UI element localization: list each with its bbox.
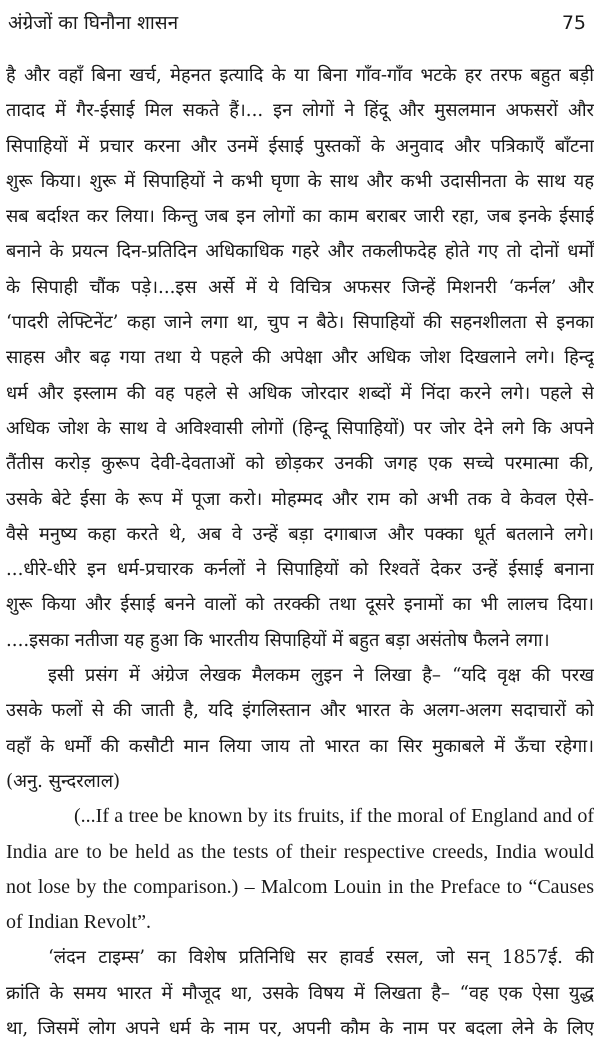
text-line: उसके फलों से की जाती है, यदि इंगलिस्तान और भारत के अलग-अलग सदाचारों को: [6, 700, 594, 722]
chapter-title: अंग्रेजों का घिनौना शासन: [8, 12, 179, 34]
text-line: इसी प्रसंग में अंग्रेज लेखक मैलकम लुइन ने लिखा है– “यदि वृक्ष की परख: [48, 665, 594, 687]
text-line: बनाने के प्रयत्न दिन-प्रतिदिन अधिकाधिक गहरे और तकलीफदेह होते गए तो दोनों धर्मों: [6, 241, 594, 263]
text-line: सब बर्दाश्त कर लिया। किन्तु जब इन लोगों का काम बराबर जारी रहा, जब इनके ईसाई: [6, 206, 594, 228]
text-line: (...If a tree be known by its fruits, if the moral of England and of: [74, 805, 594, 828]
text-line: शुरू किया। शुरू में सिपाहियों ने कभी घृणा के साथ और कभी उदासीनता के साथ यह: [6, 170, 594, 192]
text-line: (अनु. सुन्दरलाल): [6, 770, 121, 792]
text-line: तादाद में गैर-ईसाई मिल सकते हैं।... इन लोगों ने हिंदू और मुसलमान अफसरों और: [6, 100, 594, 122]
paragraph-4: [6, 940, 594, 1046]
text-line: के सिपाही चौंक पड़े।...इस अर्से में ये विचित्र अफसर जिन्हें मिशनरी ‘कर्नल’ और: [6, 276, 594, 298]
text-line: शुरू किया और ईसाई बनने वालों को तरक्की तथा दूसरे इनामों का भी लालच दिया।: [6, 594, 594, 616]
text-line: अधिक जोश के साथ वे अविश्वासी लोगों (हिन्दू सिपाहियों) पर जोर देने लगे कि अपने: [6, 417, 594, 439]
text-line: सिपाहियों में प्रचार करना और उनमें ईसाई पुस्तकों के अनुवाद और पत्रिकाएँ बाँटना: [6, 135, 594, 157]
text-line: है और वहाँ बिना खर्च, मेहनत इत्यादि के या बिना गाँव-गाँव भटके हर तरफ बहुत बड़ी: [6, 65, 594, 86]
text-line: ‘लंदन टाइम्स’ का विशेष प्रतिनिधि सर हावर्ड रसल, जो सन् 1857ई. की: [48, 947, 594, 969]
text-line: वैसे मनुष्य कहा करते थे, अब वे उन्हें बड़ा दगाबाज और पक्का धूर्त बतलाने लगे।: [6, 523, 594, 545]
text-line: of Indian Revolt”.: [6, 911, 151, 934]
english-quote: [6, 799, 594, 940]
text-line: ...धीरे-धीरे इन धर्म-प्रचारक कर्नलों ने सिपाहियों को रिश्वतें देकर उन्हें ईसाई बनाना: [6, 559, 594, 581]
page-number: 75: [561, 12, 586, 34]
text-line: ....इसका नतीजा यह हुआ कि भारतीय सिपाहियों में बहुत बड़ा असंतोष फैलने लगा।: [6, 629, 550, 651]
text-line: क्रांति के समय भारत में मौजूद था, उसके विषय में लिखता है– “वह एक ऐसा युद्ध: [6, 982, 594, 1004]
text-line: ‘पादरी लेफ्टिनेंट’ कहा जाने लगा था, चुप न बैठे। सिपाहियों की सहनशीलता से इनका: [6, 312, 594, 334]
text-line: उसके बेटे ईसा के रूप में पूजा करो। मोहम्मद और राम को अभी तक वे केवल ऐसे-: [6, 488, 594, 510]
body-text: [6, 58, 594, 1046]
running-header: [8, 6, 592, 40]
text-line: धर्म और इस्लाम की वह पहले से अधिक जोरदार शब्दों में निंदा करने लगे। पहले से: [6, 382, 594, 404]
paragraph-2: [6, 658, 594, 799]
paragraph-1: [6, 58, 594, 658]
text-line: था, जिसमें लोग अपने धर्म के नाम पर, अपनी कौम के नाम पर बदला लेने के लिए: [6, 1018, 594, 1040]
text-line: not lose by the comparison.) – Malcom Louin in the Preface to “Causes: [6, 875, 594, 898]
text-line: India are to be held as the tests of their respective creeds, India would: [6, 840, 594, 863]
text-line: तैंतीस करोड़ कुरूप देवी-देवताओं को छोड़कर उनकी जगह एक सच्चे परमात्मा की,: [6, 453, 594, 475]
text-line: वहाँ के धर्मों की कसौटी मान लिया जाय तो भारत का सिर मुकाबले में ऊँचा रहेगा।: [6, 735, 594, 757]
text-line: साहस और बढ़ गया तथा ये पहले की अपेक्षा और अधिक जोश दिखलाने लगे। हिन्दू: [6, 347, 594, 369]
